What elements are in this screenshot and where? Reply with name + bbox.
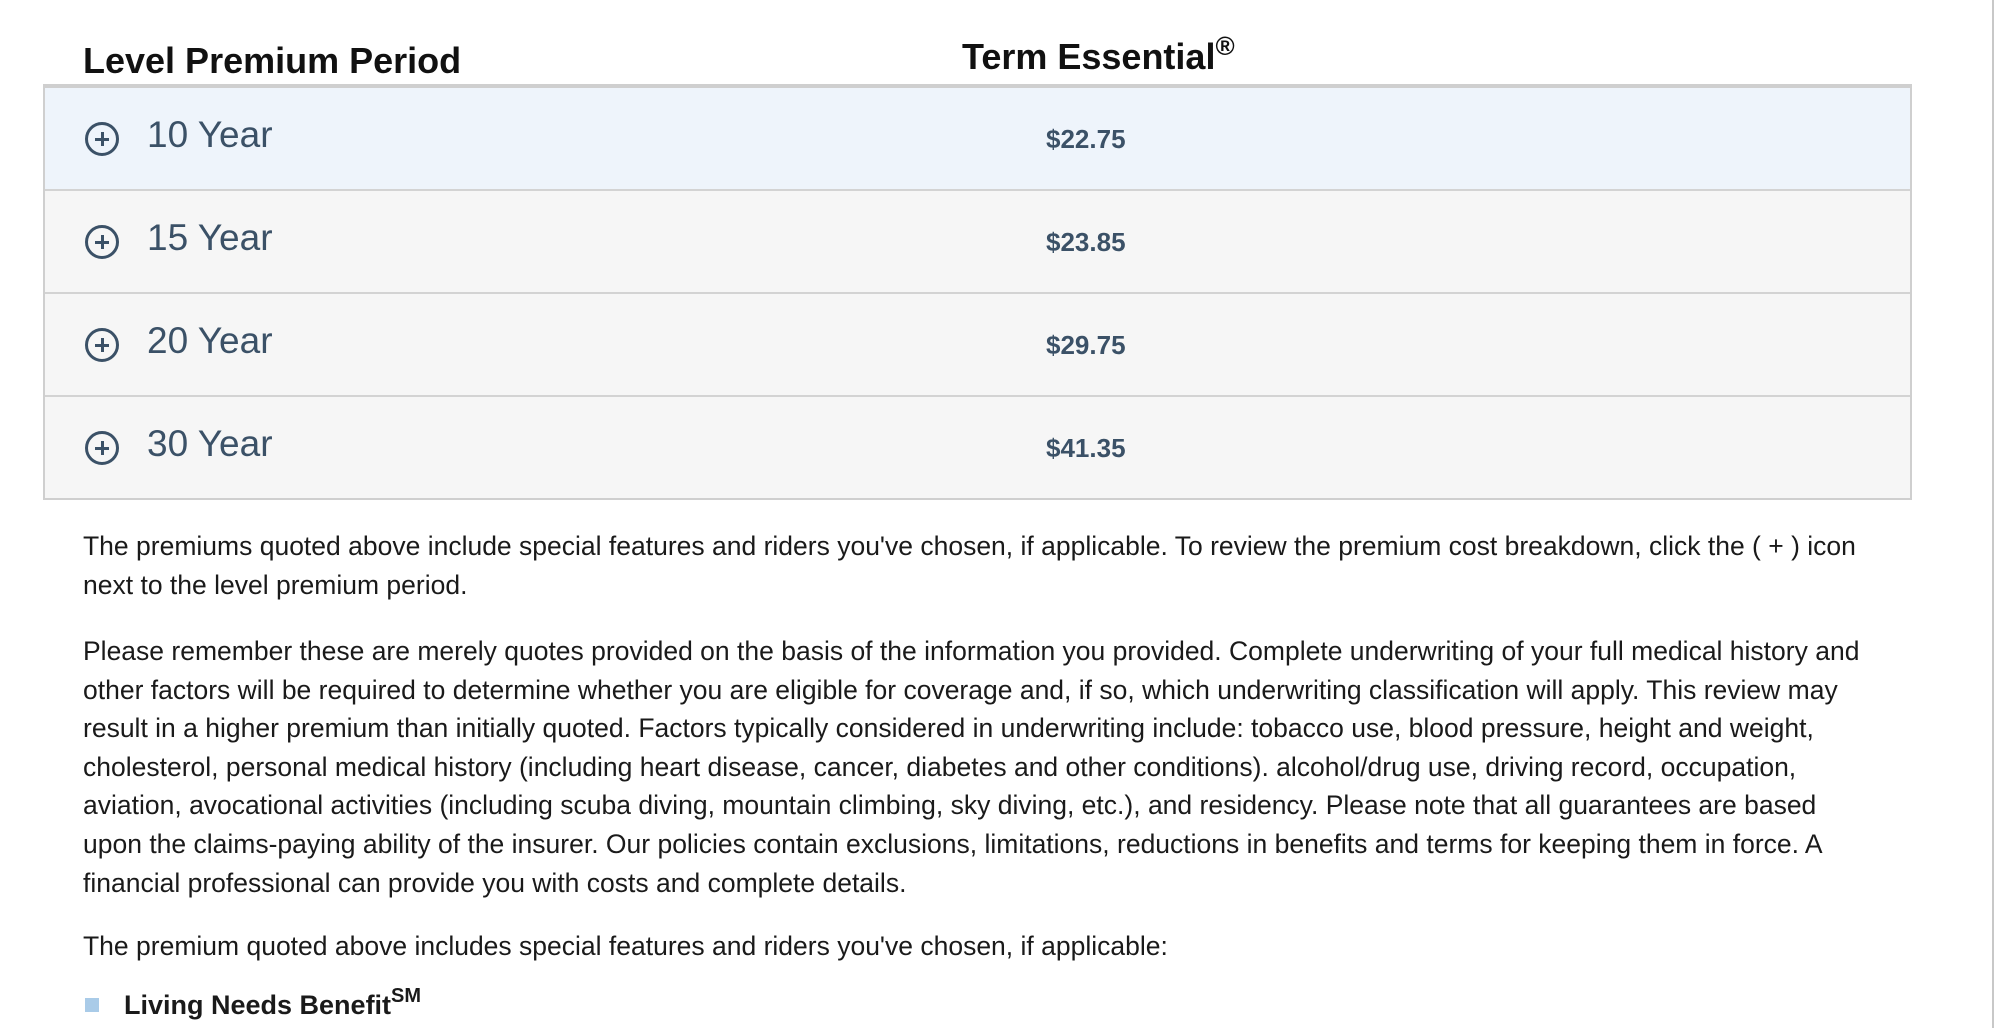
riders-intro-text: The premium quoted above includes special features and riders you've chosen, if applicable: bbox=[83, 931, 1168, 961]
product-name: Term Essential bbox=[962, 36, 1216, 77]
row-price: $41.35 bbox=[1046, 433, 1126, 463]
expand-plus-icon[interactable] bbox=[85, 122, 119, 156]
premium-info-text: The premiums quoted above include special features and riders you've chosen, if applicable. To review the premium cost breakdown, click the ( + ) icon next to the level premium period. bbox=[83, 531, 1856, 600]
rider-name: Living Needs Benefit bbox=[124, 990, 392, 1020]
service-mark: SM bbox=[391, 985, 422, 1007]
expand-plus-icon[interactable] bbox=[85, 431, 119, 465]
row-term-label[interactable]: 30 Year bbox=[147, 423, 273, 464]
table-header bbox=[83, 31, 1903, 84]
table-row[interactable] bbox=[45, 395, 1910, 498]
column-header-period: Level Premium Period bbox=[83, 40, 462, 81]
rider-label bbox=[124, 985, 422, 1021]
square-bullet-icon bbox=[85, 998, 99, 1012]
row-price: $29.75 bbox=[1046, 330, 1126, 360]
premium-table bbox=[43, 84, 1912, 500]
column-header-product bbox=[962, 31, 1235, 78]
expand-plus-icon[interactable] bbox=[85, 328, 119, 362]
table-row[interactable] bbox=[45, 88, 1910, 189]
row-price: $22.75 bbox=[1046, 124, 1126, 154]
table-row[interactable] bbox=[45, 189, 1910, 292]
registered-mark: ® bbox=[1215, 31, 1235, 61]
scrollbar-track[interactable] bbox=[1992, 0, 1994, 1028]
row-term-label[interactable]: 15 Year bbox=[147, 217, 273, 258]
row-price: $23.85 bbox=[1046, 227, 1126, 257]
row-term-label[interactable]: 20 Year bbox=[147, 320, 273, 361]
disclaimer-text: Please remember these are merely quotes provided on the basis of the information you provided. Complete underwriting of your full medical history and other factors will be required to determine whether you are eligible for coverage and, if so, which underwriting classification will apply. This review may result in a higher premium than initially quoted. Factors typically considered in underwriting include: tobacco use, blood pressure, height and weight, cholesterol, personal medical history (including heart disease, cancer, diabetes and other conditions). alcohol/drug use, driving record, occupation, aviation, avocational activities (including scuba diving, mountain climbing, sky diving, etc.), and residency. Please note that all guarantees are based upon the claims-paying ability of the insurer. Our policies contain exclusions, limitations, reductions in benefits and terms for keeping them in force. A financial professional can provide you with costs and complete details. bbox=[83, 636, 1860, 898]
table-row[interactable] bbox=[45, 292, 1910, 395]
expand-plus-icon[interactable] bbox=[85, 225, 119, 259]
row-term-label[interactable]: 10 Year bbox=[147, 114, 273, 155]
